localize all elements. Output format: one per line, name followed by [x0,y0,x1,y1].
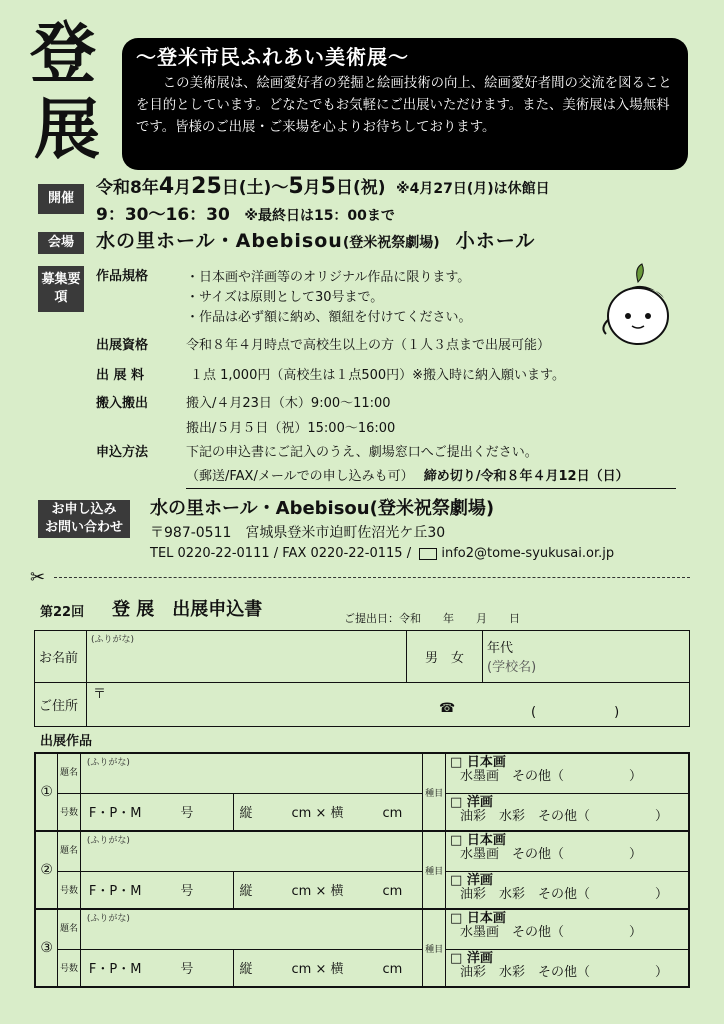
apply-label: 申込方法 [96,445,149,460]
deadline: 締め切り/令和８年４月12日（日） [423,469,629,484]
kind-label: 種目 [423,909,446,987]
hours-note: ※最終日は15：00まで [244,208,395,224]
work-title-field[interactable]: (ふりがな) [80,909,422,949]
fee-label: 出 展 料 [96,368,145,383]
logo-char-1: 登 [30,14,96,92]
work-number: ① [35,753,58,831]
work-title-field[interactable]: (ふりがな) [80,753,422,793]
logo [28,14,116,168]
kind-label: 種目 [423,753,446,831]
contact-address: 〒987-0511 宮城県登米市迫町佐沼光ケ丘30 [150,525,446,541]
spec-item: ・サイズは原則として30号まで。 [186,290,384,305]
qual-text: 令和８年４月時点で高校生以上の方（１人３点まで出展可能） [186,338,551,353]
work-number: ③ [35,909,58,987]
size-fpm-field[interactable]: F・P・M 号 [80,871,233,909]
work-row [35,753,689,793]
banner-description: この美術展は、絵画愛好者の発掘と絵画技術の向上、絵画愛好者間の交流を図ることを目的としています。どなたでもお気軽にご出展いただけます。また、美術展は入場無料です。皆様のご出展・ご来場を心よりお待ちしております。 [136,76,672,135]
size-label: 号数 [58,871,81,909]
logo-char-2: 展 [34,90,100,168]
cut-line [54,577,690,578]
move-label: 搬入搬出 [96,396,149,411]
event-hours: 9：30～16：30 ※最終日は15：00まで [96,205,395,225]
intro-banner [122,38,688,170]
size-label: 号数 [58,949,81,987]
apply-note: （郵送/FAX/メールでの申し込みも可） [186,469,414,484]
form-title: 登 展 出展申込書 [112,599,263,620]
mail-icon [419,548,437,560]
kind-nihonga[interactable]: □ 日本画 水墨画 その他（ ） [446,909,689,949]
title-label: 題名 [58,909,81,949]
move-in: 搬入/４月23日（木）9:00～11:00 [186,396,391,411]
size-fpm-field[interactable]: F・P・M 号 [80,949,233,987]
qual-label: 出展資格 [96,338,149,353]
banner-title: ～登米市民ふれあい美術展～ [136,45,409,69]
fee-text: １点 1,000円（高校生は１点500円）※搬入時に納入願います。 [190,368,566,383]
size-fpm-field[interactable]: F・P・M 号 [80,793,233,831]
kind-yoga[interactable]: □ 洋画 油彩 水彩 その他（ ） [446,949,689,987]
size-dims-field[interactable]: 縦 cm × 横 cm [233,793,423,831]
name-field[interactable]: (ふりがな) [87,631,407,683]
phone-icon: ☎ [439,701,456,716]
spec-item: ・日本画や洋画等のオリジナル作品に限ります。 [186,270,471,285]
size-dims-field[interactable]: 縦 cm × 横 cm [233,949,423,987]
gender-field[interactable]: 男 女 [407,631,483,683]
submit-date: ご提出日：令和 年 月 日 [344,612,520,625]
kind-yoga[interactable]: □ 洋画 油彩 水彩 その他（ ） [446,871,689,909]
kind-nihonga[interactable]: □ 日本画 水墨画 その他（ ） [446,831,689,871]
kind-yoga[interactable]: □ 洋画 油彩 水彩 その他（ ） [446,793,689,831]
age-field[interactable]: 年代 (学校名) [483,631,690,683]
work-row [35,909,689,949]
apply-text: 下記の申込書にご記入のうえ、劇場窓口へご提出ください。 [186,445,538,460]
name-label: お名前 [35,631,87,683]
size-label: 号数 [58,793,81,831]
spec-label: 作品規格 [96,269,149,284]
spec-list [186,268,471,328]
works-label: 出展作品 [40,734,93,749]
size-dims-field[interactable]: 縦 cm × 横 cm [233,871,423,909]
title-label: 題名 [58,831,81,871]
event-date: 令和8年4月25日(土)～5月5日(祝) ※4月27日(月)は休館日 [96,174,550,199]
venue-name: 水の里ホール・Abebisou(登米祝祭劇場) 小ホール [96,230,536,252]
title-label: 題名 [58,753,81,793]
move-out: 搬出/５月５日（祝）15:00～16:00 [186,421,396,436]
kind-label: 種目 [423,831,446,909]
spec-item: ・作品は必ず額に納め、額紐を付けてください。 [186,310,472,325]
works-table [34,752,690,988]
form-edition: 第22回 [40,605,85,620]
work-number: ② [35,831,58,909]
apply-note-line [186,468,676,489]
phone-field: ( ) [531,705,620,720]
closed-note: ※4月27日(月)は休館日 [396,181,550,197]
contact-tag: お申し込み お問い合わせ [38,500,130,538]
address-field[interactable]: 〒 ☎ ( ) [87,683,690,727]
kind-nihonga[interactable]: □ 日本画 水墨画 その他（ ） [446,753,689,793]
recruit-tag: 募集要項 [38,266,84,312]
mascot-icon [598,258,678,350]
address-label: ご住所 [35,683,87,727]
contact-name: 水の里ホール・Abebisou(登米祝祭劇場) [150,498,495,519]
work-row [35,831,689,871]
applicant-table [34,630,690,727]
scissors-icon: ✂ [30,567,46,588]
contact-tel: TEL 0220-22-0111 / FAX 0220-22-0115 / info2@tome-syukusai.or.jp [150,546,615,561]
venue-tag: 会場 [38,232,84,254]
contact-email[interactable]: info2@tome-syukusai.or.jp [441,546,615,561]
period-tag: 開催 [38,184,84,214]
work-title-field[interactable]: (ふりがな) [80,831,422,871]
